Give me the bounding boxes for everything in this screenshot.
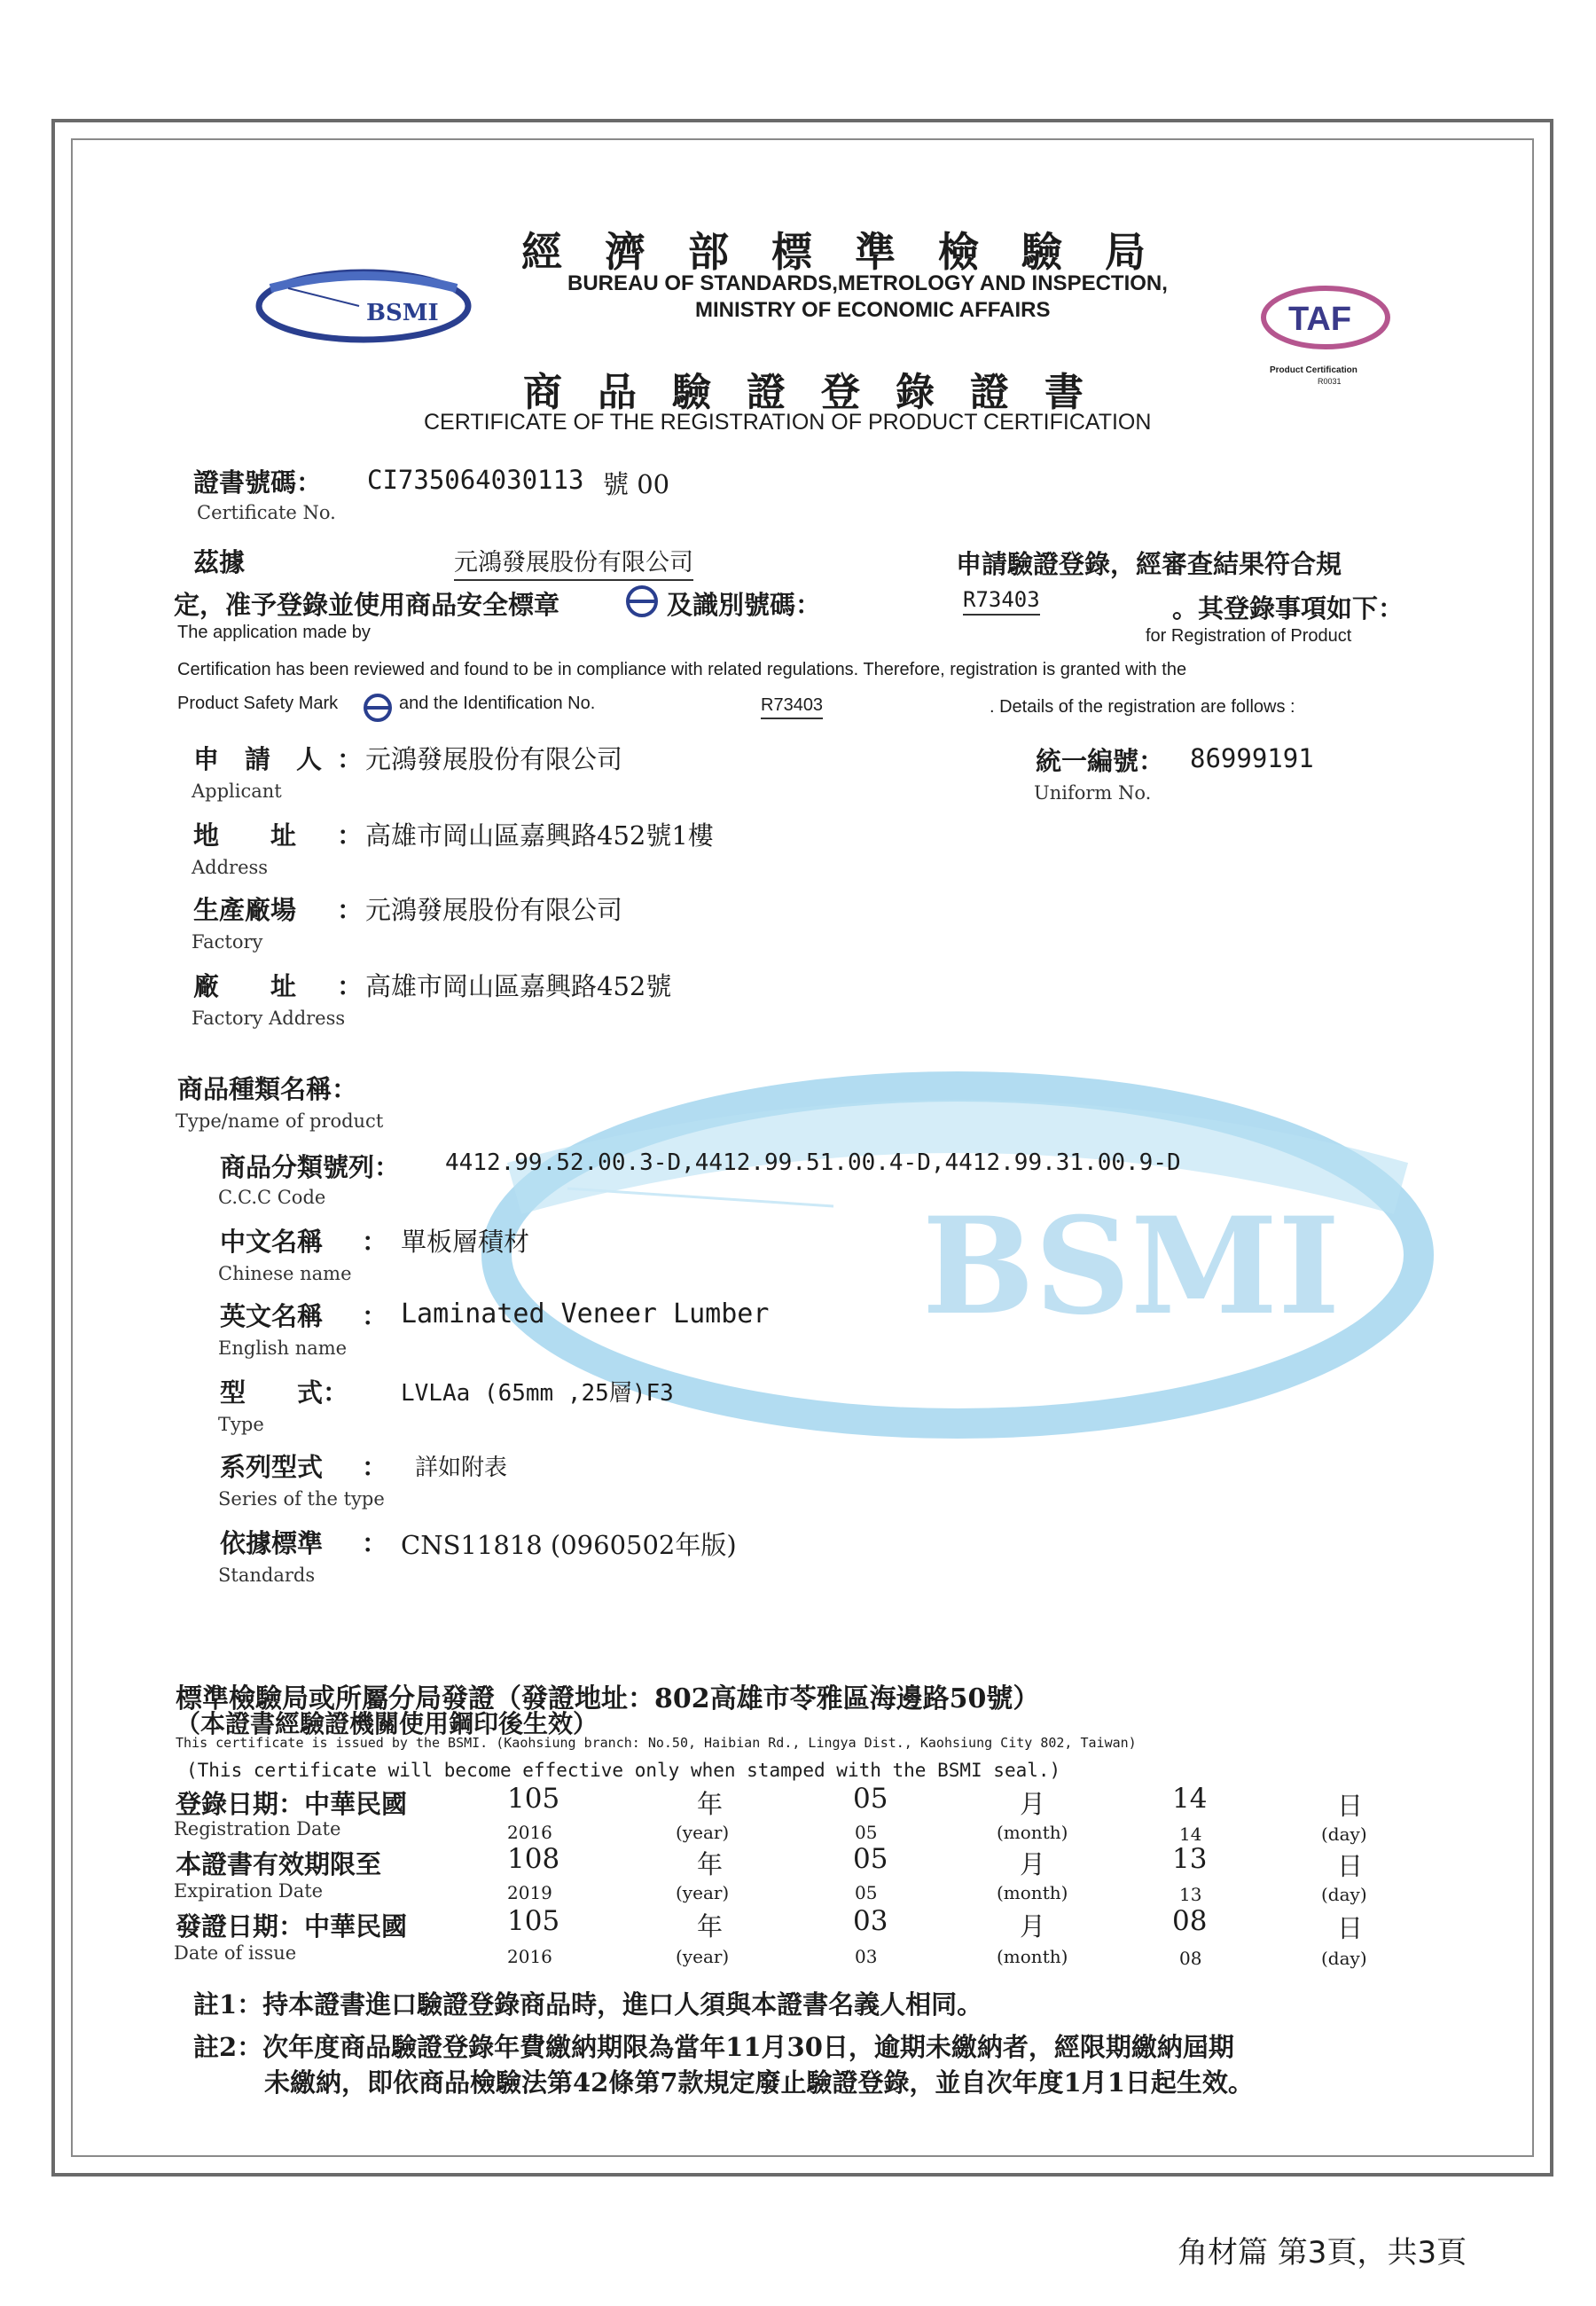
registration-year-ad: 2016 [507, 1822, 552, 1843]
statement-en-2: Certification has been reviewed and found to be in compliance with related regulations. Therefore, registration is granted with the [177, 660, 1187, 679]
note-2-line-2: 未繳納，即依商品檢驗法第42條第7款規定廢止驗證登錄，並自次年度1月1日起生效。 [264, 2067, 1254, 2098]
issue-year-ad: 2016 [507, 1946, 552, 1967]
registration-date-label-en: Registration Date [174, 1818, 341, 1839]
standards-colon: ： [362, 1528, 388, 1558]
expiration-year: 108 [507, 1843, 560, 1875]
registration-day-sub: 14 [1179, 1824, 1202, 1845]
standards-value: CNS11818 (0960502年版) [401, 1530, 737, 1560]
taf-logo [1255, 284, 1396, 364]
expiration-month-en: (month) [997, 1882, 1068, 1903]
page-number: 角材篇 第3頁，共3頁 [1177, 2235, 1467, 2271]
type-model-value: LVLAa (65mm ,25層)F3 [401, 1380, 674, 1407]
issue-month-sub: 03 [855, 1946, 878, 1967]
standards-label: 依據標準 [220, 1528, 324, 1558]
registration-month: 05 [853, 1783, 888, 1815]
registration-day-unit: 日 [1337, 1791, 1364, 1821]
factory-address-colon: ： [337, 971, 364, 1001]
registration-month-unit: 月 [1020, 1789, 1046, 1819]
factory-value: 元鴻發展股份有限公司 [365, 895, 623, 925]
svg-text:BSMI: BSMI [922, 1188, 1341, 1345]
address-label: 地 址 [193, 820, 297, 851]
statement-line2-b: 及識別號碼： [667, 590, 822, 620]
factory-address-label-en: Factory Address [192, 1008, 346, 1029]
factory-address-value: 高雄市岡山區嘉興路452號 [365, 971, 672, 1001]
bureau-title-zh: 經濟部標準檢驗局 [521, 228, 1188, 276]
expiration-day-unit: 日 [1337, 1851, 1364, 1881]
expiration-year-ad: 2019 [507, 1882, 552, 1903]
factory-label: 生產廠場 [193, 895, 297, 925]
statement-en-3b: and the Identification No. [399, 694, 596, 713]
statement-prefix: 茲據 [193, 547, 246, 577]
uniform-no-value: 86999191 [1190, 743, 1314, 773]
expiration-month-unit: 月 [1020, 1849, 1046, 1879]
safety-mark-icon-small [360, 692, 395, 724]
address-colon: ： [337, 820, 364, 851]
issue-month-unit: 月 [1020, 1911, 1046, 1941]
issue-month-en: (month) [997, 1946, 1068, 1967]
type-model-label-en: Type [218, 1414, 264, 1435]
bureau-title-en-1: BUREAU OF STANDARDS,METROLOGY AND INSPECTION, [567, 271, 1168, 295]
issuance-line-2: （本證書經驗證機關使用鋼印後生效） [176, 1709, 598, 1738]
registration-year-en: (year) [676, 1822, 730, 1843]
registration-year: 105 [507, 1783, 560, 1815]
factory-colon: ： [337, 895, 364, 925]
statement-en-1a: The application made by [177, 623, 371, 642]
chinese-name-label-en: Chinese name [218, 1263, 352, 1284]
applicant-label-en: Applicant [192, 780, 282, 802]
bureau-title-en-2: MINISTRY OF ECONOMIC AFFAIRS [695, 298, 1051, 322]
note-1: 註1：持本證書進口驗證登錄商品時，進口人須與本證書名義人相同。 [193, 1989, 983, 2020]
certificate-no-value: CI735064030113 [367, 465, 584, 495]
certificate-no-suffix: 號 00 [603, 469, 670, 499]
english-name-value: Laminated Veneer Lumber [401, 1298, 770, 1329]
statement-line2-c: 。其登錄事項如下： [1172, 593, 1404, 624]
taf-caption-1: Product Certification [1270, 365, 1357, 375]
type-model-label: 型 式： [220, 1377, 349, 1408]
factory-label-en: Factory [192, 931, 263, 953]
issue-day: 08 [1172, 1905, 1208, 1937]
bsmi-logo [253, 262, 474, 350]
series-label-en: Series of the type [218, 1488, 385, 1510]
issue-year-unit: 年 [697, 1911, 724, 1941]
statement-en-3-id: R73403 [761, 695, 823, 719]
svg-text:BSMI: BSMI [366, 300, 439, 326]
expiration-year-unit: 年 [697, 1849, 724, 1879]
registration-month-en: (month) [997, 1822, 1068, 1843]
statement-line2-a: 定，准予登錄並使用商品安全標章 [174, 590, 560, 620]
expiration-day-en: (day) [1321, 1884, 1367, 1905]
issue-date-label: 發證日期：中華民國 [176, 1911, 408, 1941]
expiration-date-label-en: Expiration Date [174, 1880, 324, 1902]
note-2-line-1: 註2：次年度商品驗證登錄年費繳納期限為當年11月30日，逾期未繳納者，經限期繳納屆期 [193, 2032, 1234, 2062]
english-name-label-en: English name [218, 1337, 348, 1359]
uniform-no-label-en: Uniform No. [1034, 782, 1152, 804]
address-value: 高雄市岡山區嘉興路452號1樓 [365, 820, 714, 851]
certificate-no-label: 證書號碼： [193, 467, 323, 498]
series-value: 詳如附表 [415, 1455, 508, 1481]
product-type-label-en: Type/name of product [176, 1110, 384, 1132]
registration-month-sub: 05 [855, 1822, 878, 1843]
expiration-year-en: (year) [676, 1882, 730, 1903]
issuance-line-4: (This certificate will become effective only when stamped with the BSMI seal.) [186, 1760, 1061, 1781]
registration-day-en: (day) [1321, 1824, 1367, 1845]
statement-id-no: R73403 [963, 587, 1040, 616]
statement-en-3a: Product Safety Mark [177, 694, 339, 713]
certificate-no-label-en: Certificate No. [197, 502, 336, 523]
certificate-title-en: CERTIFICATE OF THE REGISTRATION OF PRODUCT CERTIFICATION [424, 410, 1152, 435]
ccc-label: 商品分類號列： [220, 1152, 401, 1182]
issue-year: 105 [507, 1905, 560, 1937]
standards-label-en: Standards [218, 1565, 316, 1586]
registration-date-label: 登錄日期：中華民國 [176, 1789, 408, 1819]
svg-text:TAF: TAF [1288, 301, 1352, 338]
series-label: 系列型式 [220, 1452, 324, 1482]
issuance-line-3: This certificate is issued by the BSMI. (Kaohsiung branch: No.50, Haibian Rd., Lingya Dist., Kaohsiung City 802, Taiwan) [176, 1735, 1137, 1751]
factory-address-label: 廠 址 [193, 971, 297, 1001]
issue-month: 03 [853, 1905, 888, 1937]
product-type-label: 商品種類名稱： [177, 1074, 358, 1104]
expiration-month-sub: 05 [855, 1882, 878, 1903]
issuance-line-1: 標準檢驗局或所屬分局發證（發證地址：802高雄市苓雅區海邊路50號） [176, 1683, 1040, 1714]
ccc-value: 4412.99.52.00.3-D,4412.99.51.00.4-D,4412.99.31.00.9-D [445, 1149, 1181, 1176]
statement-en-3c: . Details of the registration are follows : [990, 697, 1295, 717]
statement-en-1b: for Registration of Product [1146, 626, 1352, 646]
expiration-month: 05 [853, 1843, 888, 1875]
chinese-name-colon: ： [362, 1227, 388, 1257]
expiration-day-sub: 13 [1179, 1884, 1202, 1905]
statement-mid: 申請驗證登錄，經審查結果符合規 [956, 549, 1342, 579]
safety-mark-icon [622, 584, 661, 619]
applicant-label: 申 請 人 [193, 744, 323, 774]
issue-date-label-en: Date of issue [174, 1942, 297, 1964]
applicant-colon: ： [337, 744, 364, 774]
series-colon: ： [362, 1452, 388, 1482]
chinese-name-value: 單板層積材 [401, 1227, 530, 1257]
issue-year-en: (year) [676, 1946, 730, 1967]
chinese-name-label: 中文名稱 [220, 1227, 324, 1257]
taf-caption-2: R0031 [1318, 377, 1342, 386]
english-name-colon: ： [362, 1301, 388, 1331]
issue-day-unit: 日 [1337, 1913, 1364, 1943]
registration-year-unit: 年 [697, 1789, 724, 1819]
ccc-label-en: C.C.C Code [218, 1187, 326, 1208]
issue-day-sub: 08 [1179, 1948, 1202, 1969]
certificate-title-zh: 商品驗證登錄證書 [523, 370, 1119, 415]
statement-company: 元鴻發展股份有限公司 [454, 543, 693, 581]
address-label-en: Address [192, 857, 269, 878]
issue-day-en: (day) [1321, 1948, 1367, 1969]
english-name-label: 英文名稱 [220, 1301, 324, 1331]
expiration-date-label: 本證書有效期限至 [176, 1849, 382, 1879]
registration-day: 14 [1172, 1783, 1208, 1815]
uniform-no-label: 統一編號： [1036, 746, 1165, 776]
applicant-value: 元鴻發展股份有限公司 [365, 744, 623, 774]
expiration-day: 13 [1172, 1843, 1208, 1875]
